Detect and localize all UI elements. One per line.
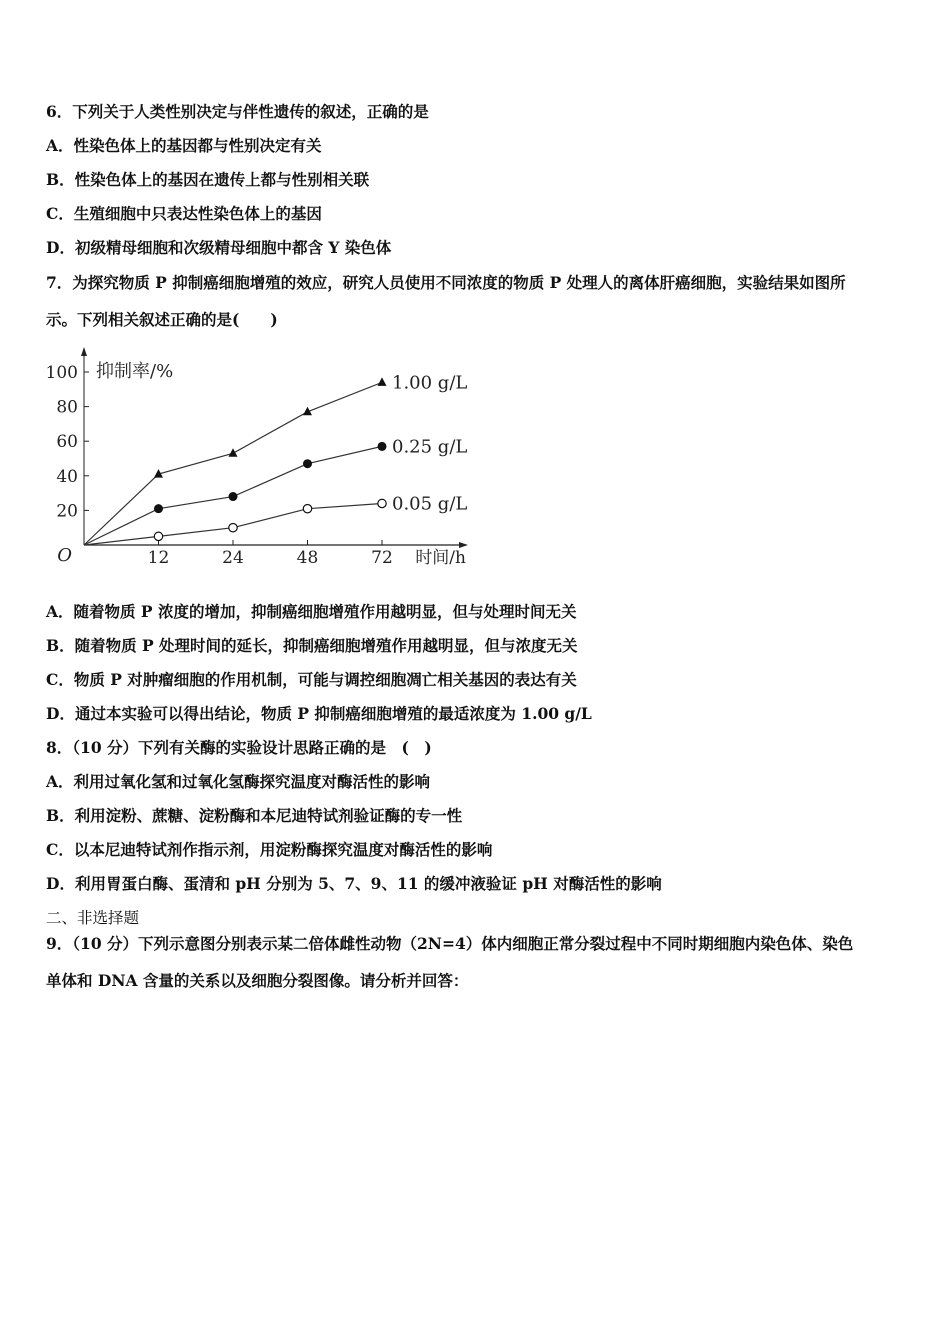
q8-option-a: A．利用过氧化氢和过氧化氢酶探究温度对酶活性的影响 [46, 772, 431, 791]
data-point-filled [303, 459, 312, 468]
q7-option-a: A．随着物质 P 浓度的增加，抑制癌细胞增殖作用越明显，但与处理时间无关 [46, 602, 577, 621]
y-tick-label: 40 [56, 466, 78, 487]
q8-option-c: C．以本尼迪特试剂作指示剂，用淀粉酶探究温度对酶活性的影响 [46, 840, 493, 859]
y-axis-label: 抑制率/% [96, 361, 174, 382]
q6-option-a: A．性染色体上的基因都与性别决定有关 [46, 136, 322, 155]
series-label: 0.25 g/L [392, 436, 468, 458]
q7-option-b: B．随着物质 P 处理时间的延长，抑制癌细胞增殖作用越明显，但与浓度无关 [46, 636, 578, 655]
y-tick-label: 20 [56, 501, 78, 522]
q7-option-c: C．物质 P 对肿瘤细胞的作用机制，可能与调控细胞凋亡相关基因的表达有关 [46, 670, 577, 689]
q6-stem: 6．下列关于人类性别决定与伴性遗传的叙述，正确的是 [46, 102, 429, 121]
data-point-filled [154, 504, 163, 513]
data-point-triangle [229, 448, 238, 457]
series-label: 1.00 g/L [392, 372, 468, 394]
data-point-filled [378, 442, 387, 451]
series-line [84, 382, 382, 545]
x-tick-label: 24 [222, 548, 244, 568]
series-label: 0.05 g/L [392, 493, 468, 515]
data-point-open [229, 524, 237, 532]
q7-stem-line2: 示。下列相关叙述正确的是( ) [46, 310, 278, 329]
q8-option-b: B．利用淀粉、蔗糖、淀粉酶和本尼迪特试剂验证酶的专一性 [46, 806, 463, 825]
q8-option-d: D．利用胃蛋白酶、蛋清和 pH 分别为 5、7、9、11 的缓冲液验证 pH 对酶活性的影响 [46, 874, 662, 893]
chart-series [84, 377, 387, 545]
x-tick-label: 12 [147, 548, 170, 568]
x-tick-label: 48 [296, 548, 319, 568]
q6-option-c: C．生殖细胞中只表达性染色体上的基因 [46, 204, 322, 223]
chart-labels [46, 361, 468, 568]
q6-option-d: D．初级精母细胞和次级精母细胞中都含 Y 染色体 [46, 238, 392, 257]
data-point-open [154, 532, 162, 540]
data-point-open [303, 504, 311, 512]
y-tick-label: 80 [56, 397, 78, 418]
origin-label: O [57, 545, 72, 566]
y-axis-arrow [81, 347, 87, 356]
inhibition-rate-chart [40, 345, 480, 575]
q7-stem-line1: 7．为探究物质 P 抑制癌细胞增殖的效应，研究人员使用不同浓度的物质 P 处理人的离体肝癌细胞，实验结果如图所 [46, 273, 846, 292]
q8-stem: 8．（10 分）下列有关酶的实验设计思路正确的是 ( ) [46, 738, 432, 757]
q9-stem-line1: 9．（10 分）下列示意图分别表示某二倍体雌性动物（2N=4）体内细胞正常分裂过程中不同时期细胞内染色体、染色 [46, 934, 854, 953]
data-point-open [378, 499, 386, 507]
data-point-filled [229, 492, 238, 501]
q6-option-b: B．性染色体上的基因在遗传上都与性别相关联 [46, 170, 370, 189]
y-tick-label: 60 [56, 432, 78, 453]
x-axis-label: 时间/h [415, 548, 466, 568]
q7-option-d: D．通过本实验可以得出结论，物质 P 抑制癌细胞增殖的最适浓度为 1.00 g/L [46, 704, 592, 723]
data-point-triangle [378, 377, 387, 386]
x-tick-label: 72 [371, 548, 393, 568]
y-tick-label: 100 [45, 363, 78, 383]
section-title: 二、非选择题 [46, 909, 140, 927]
q9-stem-line2: 单体和 DNA 含量的关系以及细胞分裂图像。请分析并回答： [46, 971, 469, 990]
